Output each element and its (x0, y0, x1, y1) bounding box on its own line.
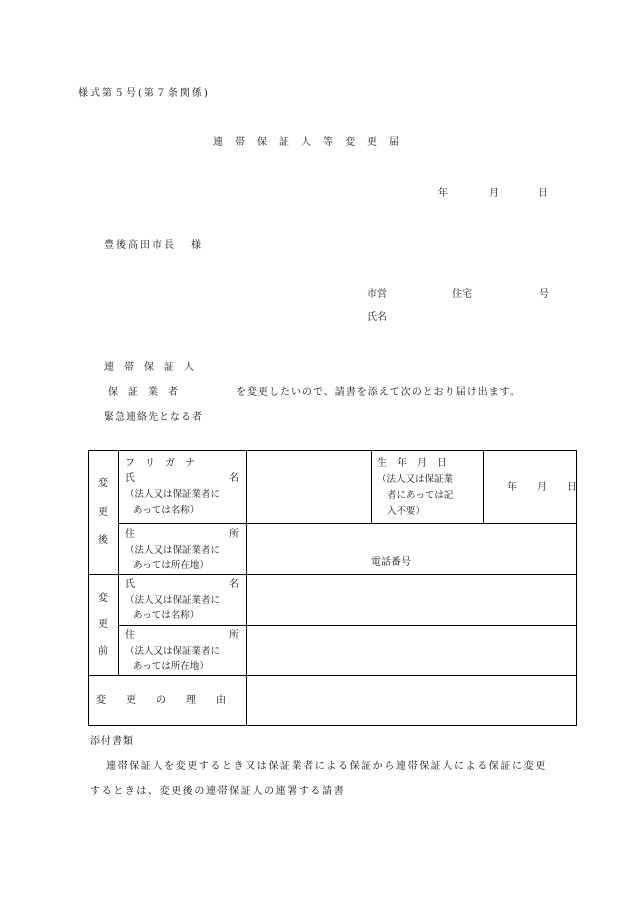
after-address-input[interactable] (247, 524, 576, 574)
before-name-label-right: 名 (229, 579, 239, 590)
birth-label: 生 年 月 日 (377, 458, 447, 469)
date-month-label: 月 (489, 188, 499, 199)
before-address-label-right: 所 (229, 630, 239, 641)
before-label-3: 前 (98, 646, 108, 657)
option-guarantee-company: 保 証 業 者 (108, 387, 178, 398)
reason-label: 変 更 の 理 由 (96, 695, 226, 706)
after-name-note-1: （法人又は保証業者に (125, 489, 221, 500)
after-label-2: 更 (98, 507, 108, 518)
number-suffix: 号 (539, 289, 549, 300)
housing-suffix: 住宅 (452, 289, 472, 300)
after-name-input[interactable] (247, 451, 371, 523)
after-name-label-left: 氏 (125, 473, 135, 484)
birth-note-3: 入不要） (387, 506, 426, 517)
addressee-name: 豊後高田市長 (104, 240, 176, 251)
furigana-label: フ リ ガ ナ (125, 458, 195, 469)
option-guarantor: 連 帯 保 証 人 (104, 362, 194, 373)
after-address-note-1: （法人又は保証業者に (125, 545, 221, 556)
option-emergency-contact: 緊急連絡先となる者 (104, 412, 203, 423)
reason-input[interactable] (247, 676, 576, 725)
after-address-label-left: 住 (125, 529, 135, 540)
before-label-1: 変 (98, 593, 108, 604)
after-address-label-right: 所 (229, 529, 239, 540)
birth-note-1: （法人又は保証業 (377, 474, 454, 485)
date-day-label: 日 (538, 188, 548, 199)
birth-note-2: 者にあっては記 (387, 490, 454, 501)
applicant-name-label: 氏名 (367, 312, 387, 323)
after-name-note-2: あっては名称） (133, 505, 200, 516)
before-address-label-left: 住 (125, 630, 135, 641)
before-address-note-2: あっては所在地） (133, 661, 209, 672)
attachments-line-1: 連帯保証人を変更するとき又は保証業者による保証から連帯保証人による保証に変更 (106, 761, 547, 772)
statement-text: を変更したいので、請書を添えて次のとおり届け出ます。 (236, 387, 521, 398)
before-name-note-1: （法人又は保証業者に (125, 595, 221, 606)
before-name-input[interactable] (247, 575, 576, 625)
before-label-2: 更 (98, 619, 108, 630)
before-name-note-2: あっては名称） (133, 610, 200, 621)
after-name-label-right: 名 (229, 473, 239, 484)
after-address-note-2: あっては所在地） (133, 560, 209, 571)
before-address-note-1: （法人又は保証業者に (125, 646, 221, 657)
date-year-label: 年 (438, 188, 448, 199)
attachments-heading: 添付書類 (90, 736, 134, 747)
before-name-label-left: 氏 (125, 579, 135, 590)
after-label-3: 後 (98, 535, 108, 546)
birth-date-field[interactable]: 年 月 日 (507, 482, 577, 493)
addressee-honorific: 様 (191, 240, 201, 251)
attachments-line-2: するときは、変更後の連帯保証人の連署する請書 (90, 786, 346, 797)
change-table (88, 450, 577, 726)
housing-label: 市営 (367, 289, 387, 300)
form-number: 様式第５号(第７条関係) (78, 88, 210, 99)
before-address-input[interactable] (247, 626, 576, 675)
form-title: 連 帯 保 証 人 等 変 更 届 (213, 137, 400, 148)
after-label-1: 変 (98, 478, 108, 489)
phone-label: 電話番号 (371, 557, 411, 568)
